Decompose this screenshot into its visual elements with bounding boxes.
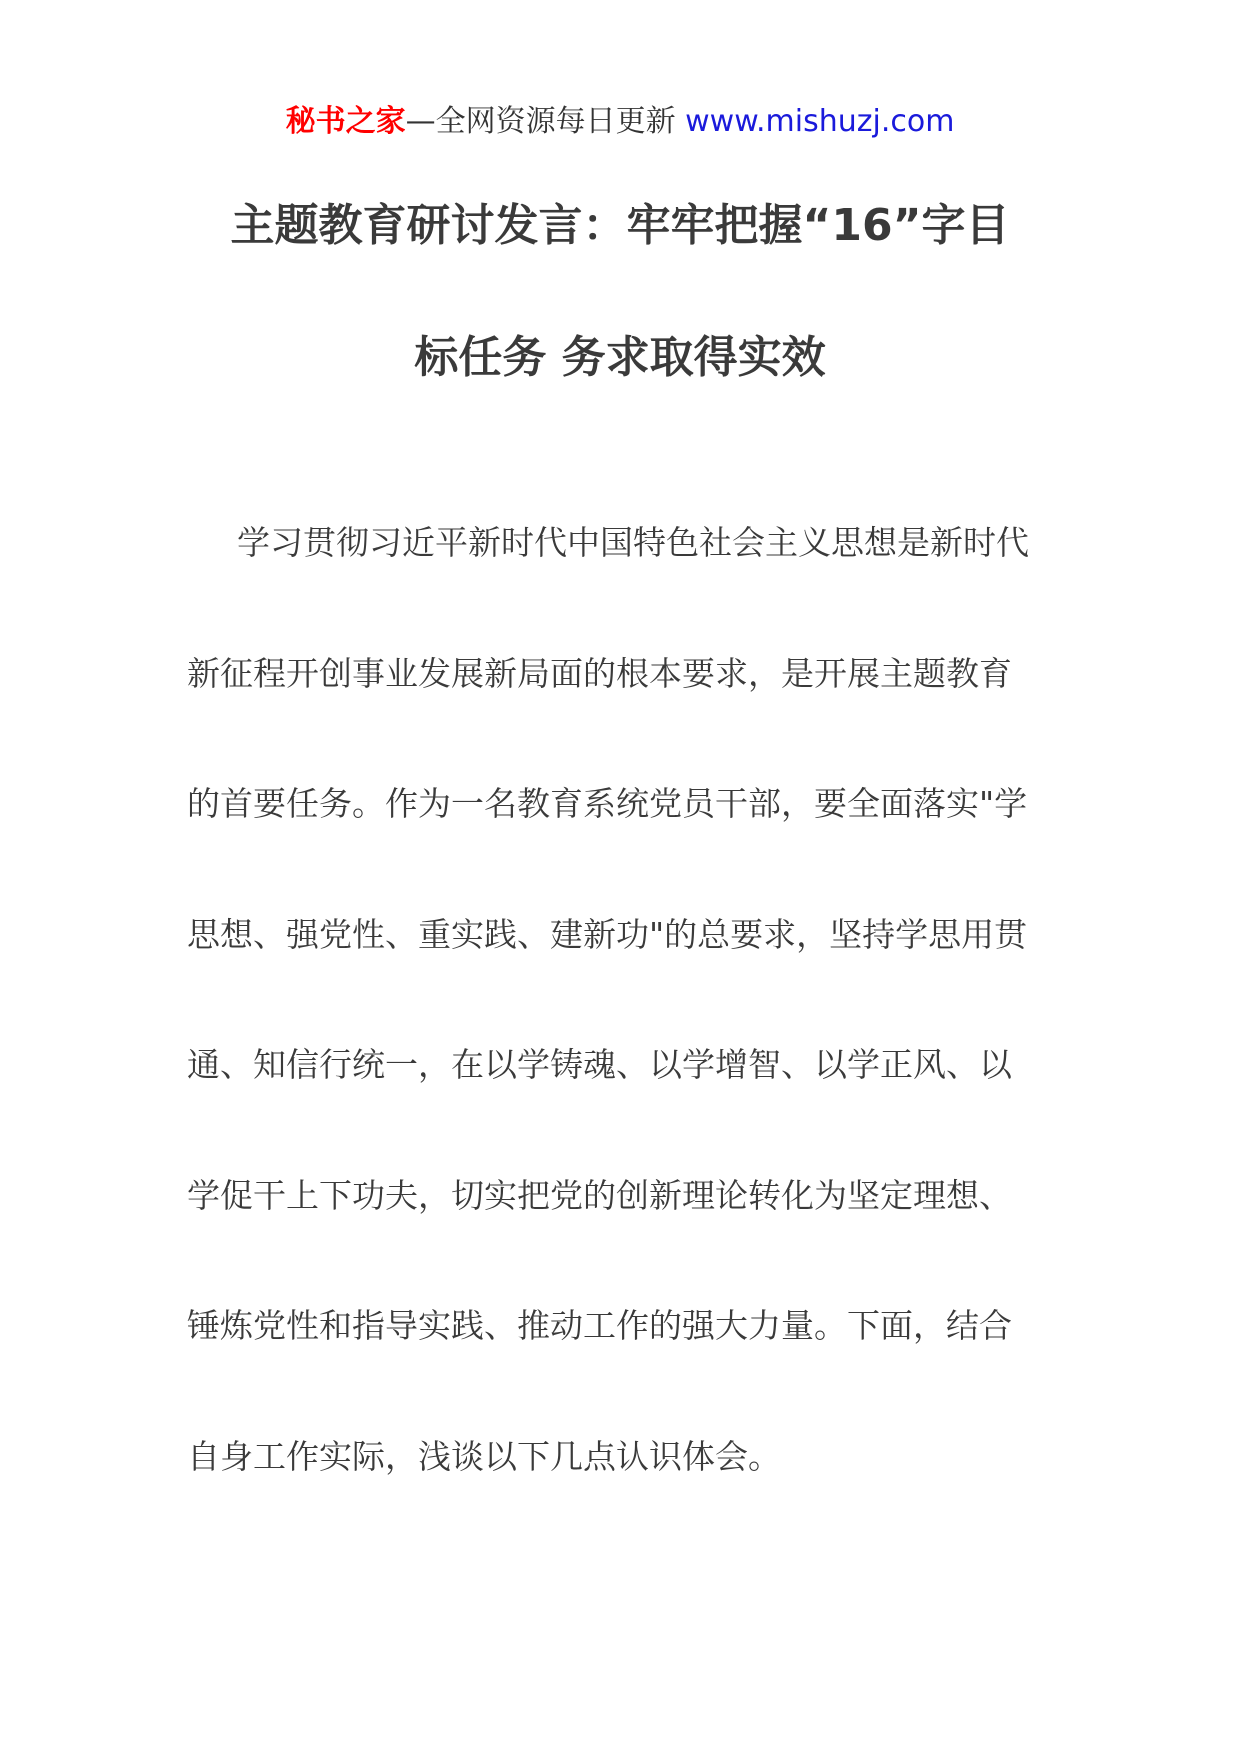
body-paragraph <box>187 478 1057 1522</box>
paragraph-line: 通、知信行统一，在以学铸魂、以学增智、以学正风、以 <box>187 1045 1012 1084</box>
header-tagline: —全网资源每日更新 <box>405 104 676 139</box>
document-title <box>150 160 1090 424</box>
site-url: www.mishuzj.com <box>685 104 955 139</box>
brand-name: 秘书之家 <box>285 104 406 139</box>
title-line: 主题教育研讨发言：牢牢把握“16”字目 <box>230 200 1010 251</box>
paragraph-line: 学习贯彻习近平新时代中国特色社会主义思想是新时代 <box>237 523 1029 562</box>
site-header <box>0 100 1240 144</box>
paragraph-line: 新征程开创事业发展新局面的根本要求，是开展主题教育 <box>187 653 1012 693</box>
paragraph-line: 锤炼党性和指导实践、推动工作的强大力量。下面，结合 <box>187 1306 1012 1345</box>
paragraph-line: 自身工作实际，浅谈以下几点认识体会。 <box>187 1436 781 1476</box>
paragraph-line: 思想、强党性、重实践、建新功"的总要求，坚持学思用贯 <box>187 914 1028 954</box>
paragraph-line: 的首要任务。作为一名教育系统党员干部，要全面落实"学 <box>187 784 1028 823</box>
title-line: 标任务 务求取得实效 <box>414 332 826 383</box>
paragraph-line: 学促干上下功夫，切实把党的创新理论转化为坚定理想、 <box>187 1175 1012 1215</box>
